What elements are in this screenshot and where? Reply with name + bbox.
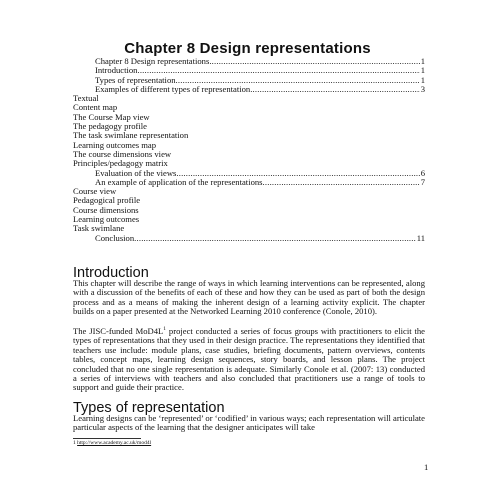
toc-entry-label: Conclusion: [95, 233, 135, 243]
toc-dot-leader: [176, 76, 420, 85]
toc-entry[interactable]: [73, 150, 425, 159]
toc-entry[interactable]: [73, 234, 425, 243]
toc-entry-label: Introduction: [95, 66, 138, 76]
toc-entry[interactable]: [73, 122, 425, 131]
footnote-divider: [73, 438, 141, 439]
types-paragraph-1: Learning designs can be ‘represented’ or ‘codified’ in various ways; each representation will articulate particular aspects of the learning that the designer anticipates will take: [73, 413, 425, 433]
toc-entry[interactable]: [73, 159, 425, 168]
toc-entry[interactable]: [73, 131, 425, 140]
toc-entry-label: Task swimlane: [73, 224, 125, 234]
types-of-representation-heading: Types of representation: [73, 400, 225, 416]
toc-entry-label: An example of application of the representations: [95, 177, 263, 187]
toc-entry-label: Course dimensions: [73, 205, 139, 215]
footnote-reference[interactable]: 1: [163, 326, 167, 333]
toc-entry-label: Learning outcomes map: [73, 140, 157, 150]
introduction-paragraph-1: This chapter will describe the range of ways in which learning interventions can be represented, along with a discussion of the benefits of each of these and how they can be used as part of both the design process and as a means of making the inherent design of a learning activity explicit. The chapter builds on a paper presented at the Networked Learning 2010 conference (Conole, 2010).: [73, 278, 425, 317]
toc-dot-leader: [137, 66, 419, 75]
toc-entry[interactable]: [73, 224, 425, 233]
toc-entry-label: Chapter 8 Design representations: [95, 57, 210, 66]
toc-entry-page: 6: [420, 168, 425, 178]
toc-entry-page: 1: [420, 66, 425, 76]
footnote-number: 1: [73, 440, 76, 446]
toc-dot-leader: [250, 85, 420, 94]
toc-entry[interactable]: [73, 66, 425, 75]
toc-entry[interactable]: [73, 85, 425, 94]
introduction-paragraph-2: [73, 327, 425, 393]
toc-entry[interactable]: [73, 57, 425, 66]
chapter-title: Chapter 8 Design representations: [124, 40, 371, 57]
toc-entry[interactable]: [73, 196, 425, 205]
toc-entry-label: Content map: [73, 103, 118, 113]
page-number: 1: [424, 462, 429, 472]
toc-entry[interactable]: [73, 141, 425, 150]
toc-dot-leader: [176, 169, 419, 178]
toc-entry[interactable]: [73, 187, 425, 196]
toc-entry[interactable]: [73, 113, 425, 122]
toc-entry-label: Evaluation of the views: [95, 168, 177, 178]
toc-entry-page: 1: [420, 75, 425, 85]
toc-entry-label: The task swimlane representation: [73, 131, 189, 141]
toc-entry-label: Textual: [73, 94, 99, 104]
toc-entry-page: 7: [420, 177, 425, 187]
toc-entry[interactable]: [73, 76, 425, 85]
toc-entry[interactable]: [73, 103, 425, 112]
toc-entry-label: The Course Map view: [73, 112, 150, 122]
toc-entry[interactable]: [73, 206, 425, 215]
toc-dot-leader: [134, 234, 416, 243]
paragraph-text: project conducted a series of focus groups with practitioners to elicit the types of representations that they used in their design practice. The representations they identified that teachers use include: module plans, case studies, briefing documents, pattern overviews, contents tables, concept maps, learning design sequences, story boards, and lesson plans. The project concluded that no one single representation is adequate. Similarly Conole et al. (2007: 13) conducted a series of interviews with teachers and also concluded that practitioners use a range of tools to support and guide their practice.: [73, 326, 425, 393]
toc-dot-leader: [263, 178, 420, 187]
toc-entry-page: 3: [420, 84, 425, 94]
table-of-contents: [73, 57, 425, 243]
footnote: [73, 440, 151, 446]
toc-entry[interactable]: [73, 215, 425, 224]
toc-entry-label: Course view: [73, 187, 117, 197]
toc-entry-label: Examples of different types of representation: [95, 84, 251, 94]
footnote-link[interactable]: http://www.academy.ac.uk/mod4l: [77, 440, 152, 446]
toc-entry-label: Learning outcomes: [73, 215, 140, 225]
toc-entry-label: Principles/pedagogy matrix: [73, 159, 168, 169]
toc-entry-page: 11: [416, 233, 425, 243]
toc-entry-page: 1: [420, 57, 425, 66]
toc-entry[interactable]: [73, 178, 425, 187]
toc-entry[interactable]: [73, 169, 425, 178]
toc-entry-label: The course dimensions view: [73, 149, 172, 159]
toc-entry-label: Types of representation: [95, 75, 176, 85]
toc-entry-label: The pedagogy profile: [73, 122, 147, 132]
introduction-heading: Introduction: [73, 265, 149, 281]
toc-entry-label: Pedagogical profile: [73, 196, 141, 206]
paragraph-text: The JISC-funded MoD4L: [73, 326, 164, 336]
toc-entry[interactable]: [73, 94, 425, 103]
toc-dot-leader: [209, 57, 419, 66]
